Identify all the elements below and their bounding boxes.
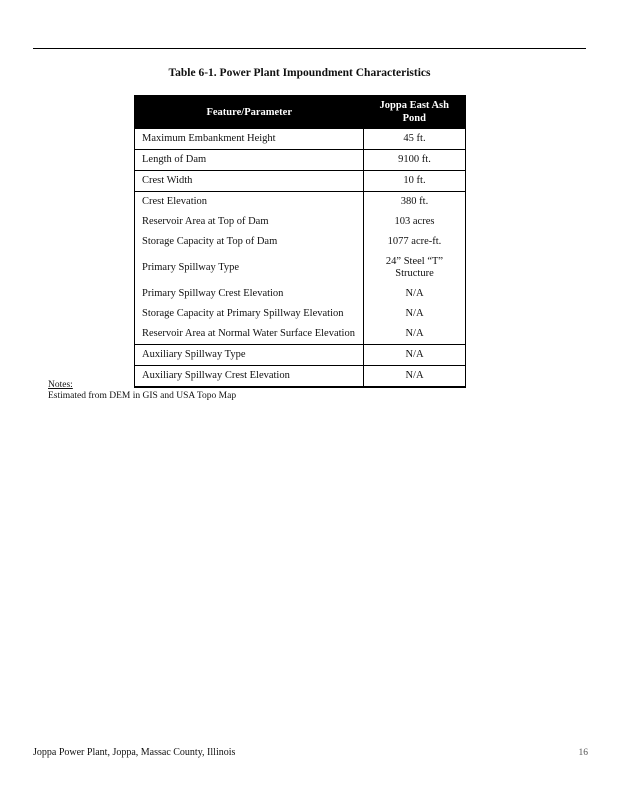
- notes-label: Notes:: [48, 380, 73, 390]
- table-header: [135, 96, 466, 129]
- value-cell: N/A: [364, 365, 466, 387]
- column-header-value: Joppa East Ash Pond: [364, 96, 466, 129]
- impoundment-characteristics-table: [134, 95, 466, 388]
- header-rule: [33, 48, 586, 49]
- footer-document-title: Joppa Power Plant, Joppa, Massac County, Illinois: [33, 747, 236, 758]
- table-row: [135, 284, 466, 304]
- feature-cell: Length of Dam: [135, 149, 364, 170]
- feature-cell: Maximum Embankment Height: [135, 129, 364, 150]
- notes-section: [48, 380, 236, 401]
- value-cell: 10 ft.: [364, 170, 466, 191]
- table-row: [135, 129, 466, 150]
- table-row: [135, 170, 466, 191]
- table-title: Table 6-1. Power Plant Impoundment Characteristics: [168, 67, 431, 79]
- table-row: [135, 191, 466, 212]
- feature-cell: Reservoir Area at Top of Dam: [135, 212, 364, 232]
- table-row: [135, 344, 466, 365]
- value-cell: N/A: [364, 304, 466, 324]
- feature-cell: Auxiliary Spillway Type: [135, 344, 364, 365]
- feature-cell: Crest Width: [135, 170, 364, 191]
- table-row: [135, 232, 466, 252]
- notes-text: Estimated from DEM in GIS and USA Topo Map: [48, 390, 237, 401]
- value-cell: N/A: [364, 284, 466, 304]
- table-row: [135, 304, 466, 324]
- value-cell: 45 ft.: [364, 129, 466, 150]
- page-number: 16: [578, 748, 588, 758]
- column-header-feature: Feature/Parameter: [135, 96, 364, 129]
- value-cell: 9100 ft.: [364, 149, 466, 170]
- value-cell: 380 ft.: [364, 191, 466, 212]
- table-header-row: [135, 96, 466, 129]
- table-row: [135, 212, 466, 232]
- table-body: [135, 129, 466, 387]
- feature-cell: Storage Capacity at Primary Spillway Elevation: [135, 304, 364, 324]
- feature-cell: Auxiliary Spillway Crest Elevation: [135, 365, 364, 387]
- value-cell: N/A: [364, 344, 466, 365]
- value-cell: 103 acres: [364, 212, 466, 232]
- feature-cell: Reservoir Area at Normal Water Surface Elevation: [135, 324, 364, 345]
- table-row: [135, 149, 466, 170]
- feature-cell: Crest Elevation: [135, 191, 364, 212]
- feature-cell: Storage Capacity at Top of Dam: [135, 232, 364, 252]
- table-row: [135, 324, 466, 345]
- value-cell: 1077 acre-ft.: [364, 232, 466, 252]
- feature-cell: Primary Spillway Crest Elevation: [135, 284, 364, 304]
- feature-cell: Primary Spillway Type: [135, 252, 364, 284]
- value-cell: 24” Steel “T” Structure: [364, 252, 466, 284]
- table-row: [135, 252, 466, 284]
- value-cell: N/A: [364, 324, 466, 345]
